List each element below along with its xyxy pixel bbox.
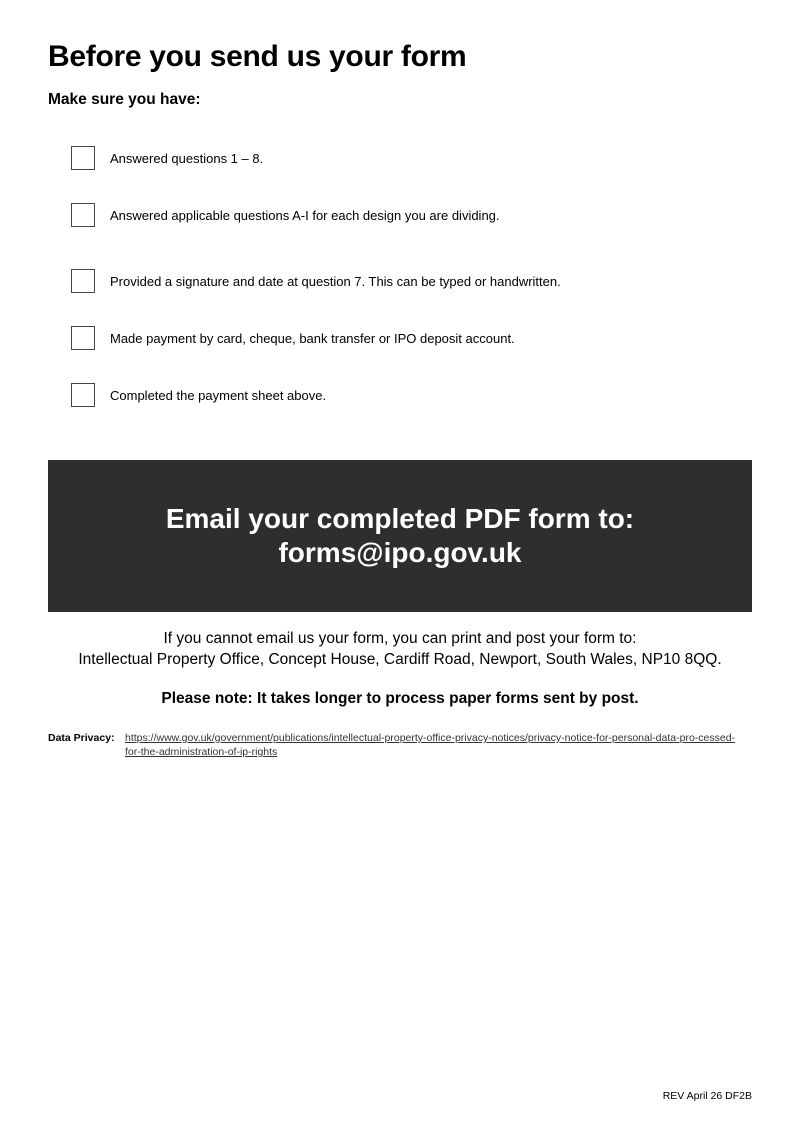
checklist-item <box>71 326 515 350</box>
checkbox-signature[interactable] <box>71 269 95 293</box>
revision-code: REV April 26 DF2B <box>662 1090 752 1102</box>
checkbox-design-questions[interactable] <box>71 203 95 227</box>
postal-address: Intellectual Property Office, Concept House, Cardiff Road, Newport, South Wales, NP10 8QQ. <box>78 651 722 668</box>
checklist-item <box>71 146 263 170</box>
checkbox-questions[interactable] <box>71 146 95 170</box>
checklist-item <box>71 383 326 407</box>
data-privacy-link[interactable]: https://www.gov.uk/government/publications/intellectual-property-office-privacy-notices/privacy-notice-for-personal-data-pro-cessed- for-the-administration-of-ip-rights <box>125 732 736 758</box>
postal-note: Please note: It takes longer to process paper forms sent by post. <box>161 690 639 707</box>
checklist-item-label: Answered questions 1 – 8. <box>110 150 264 166</box>
postal-info <box>0 628 800 670</box>
checklist-item <box>71 269 561 293</box>
checklist-item <box>71 203 500 227</box>
checklist-item-label: Completed the payment sheet above. <box>110 387 327 403</box>
checkbox-payment-sheet[interactable] <box>71 383 95 407</box>
checklist-item-label: Made payment by card, cheque, bank transfer or IPO deposit account. <box>110 330 515 346</box>
postal-info-intro: If you cannot email us your form, you can print and post your form to: <box>163 630 637 647</box>
email-heading: Email your completed PDF form to: <box>165 503 635 534</box>
data-privacy-label: Data Privacy: <box>48 732 115 744</box>
checkbox-payment[interactable] <box>71 326 95 350</box>
data-privacy <box>48 731 752 759</box>
checklist-intro: Make sure you have: <box>48 91 201 108</box>
email-address-link[interactable]: forms@ipo.gov.uk <box>278 537 522 568</box>
checklist-item-label: Provided a signature and date at question 7. This can be typed or handwritten. <box>110 273 561 289</box>
page-title: Before you send us your form <box>48 40 467 73</box>
email-banner <box>48 460 752 612</box>
checklist-item-label: Answered applicable questions A-I for each design you are dividing. <box>110 207 500 223</box>
